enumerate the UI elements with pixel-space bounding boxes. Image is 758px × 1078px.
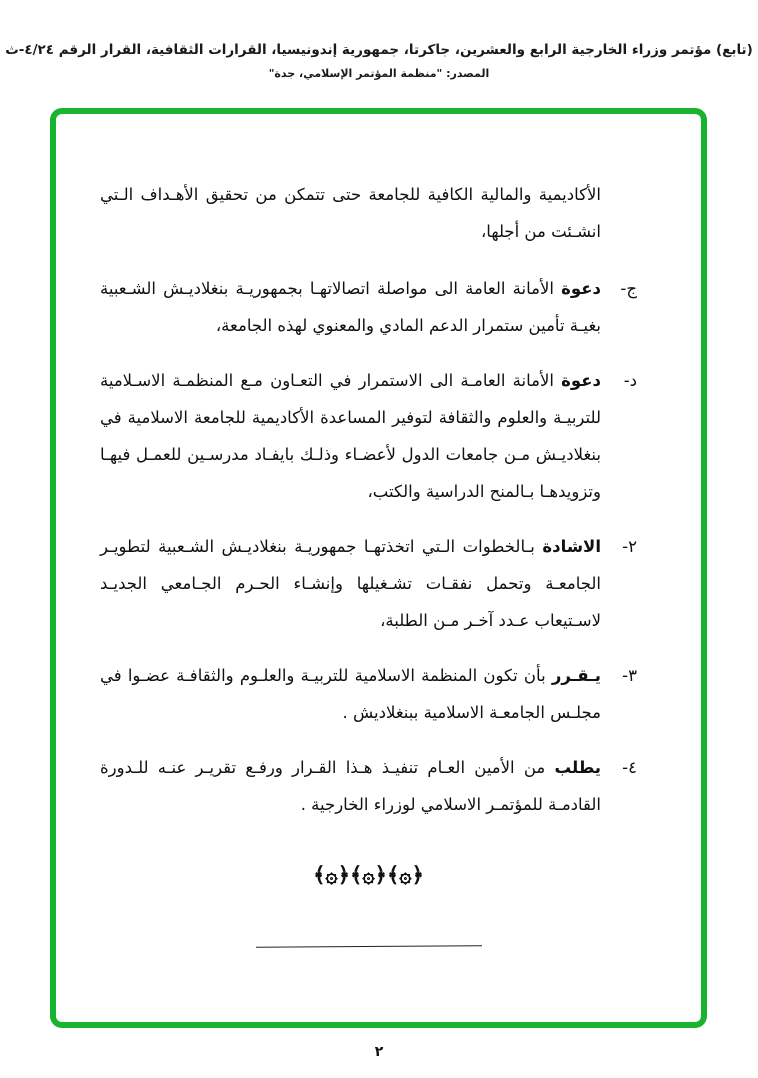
item-lead: يـقـرر xyxy=(551,666,601,685)
item-text: بـالخطوات الـتي اتخذتهـا جمهوريـة بنغلاديـش الشـعبية لتطويـر الجامعـة وتحمل نفقـات تشـغيلها وإنشـاء الحـرم الجـامعي الجديـد لاسـتيعاب عـدد آخـر مـن الطلبة، xyxy=(100,537,601,630)
item-lead: يطلب xyxy=(554,758,602,777)
item-text-block xyxy=(100,657,601,731)
item-marker: د- xyxy=(623,371,637,390)
item-lead: دعوة xyxy=(561,279,601,298)
item-lead: دعوة xyxy=(561,371,601,390)
document-body xyxy=(100,176,637,947)
signature-line xyxy=(255,945,481,948)
item-text: الأمانة العامـة الى الاستمرار في التعـاون مـع المنظمـة الاسـلامية للتربيـة والعلوم والثقافة لتوفير المساعدة الأكاديمية للجامعة الاسلامية في بنغلاديـش مـن جامعات الدول لأعضـاء وذلـك بايفـاد مدرسـين للعمـل فيهـا وتزويدهـا بـالمنح الدراسية والكتب، xyxy=(100,371,601,501)
header-line-1: (تابع) مؤتمر وزراء الخارجية الرابع والعشرين، جاكرتا، جمهورية إندونيسيا، القرارات الثقافية، القرار الرقم ٤/٢٤-ث xyxy=(5,42,753,58)
header-line-2: المصدر: "منظمة المؤتمر الإسلامي، جدة" xyxy=(268,67,490,80)
item-text-block xyxy=(100,749,601,823)
page-number: ٢ xyxy=(374,1044,384,1060)
ornament-divider: ﴿۞﴾﴿۞﴾﴿۞﴾ xyxy=(313,863,424,887)
item-text: بأن تكون المنظمة الاسلامية للتربيـة والعلـوم والثقافـة عضـوا في مجلـس الجامعـة الاسلامية ببنغلاديش . xyxy=(100,666,601,722)
list-item-jeem xyxy=(100,270,637,344)
list-item-dal xyxy=(100,362,637,510)
item-marker: ٢- xyxy=(622,537,637,556)
list-item-2 xyxy=(100,528,637,639)
continuation-paragraph: الأكاديمية والمالية الكافية للجامعة حتى تتمكن من تحقيق الأهـداف الـتي انشـئت من أجلها، xyxy=(100,185,601,241)
item-text-block xyxy=(100,528,601,639)
list-item-3 xyxy=(100,657,637,731)
item-text-block xyxy=(100,270,601,344)
item-lead: الاشادة xyxy=(542,537,601,556)
item-marker: ج- xyxy=(620,279,637,298)
item-text: من الأمين العـام تنفيـذ هـذا القـرار ورفـع تقريـر عنـه للـدورة القادمـة للمؤتمـر الاسلامي لوزراء الخارجية . xyxy=(100,758,601,814)
green-border-frame xyxy=(50,108,707,1028)
list-item-4 xyxy=(100,749,637,823)
item-text-block xyxy=(100,362,601,510)
document-header xyxy=(0,42,758,80)
item-marker: ٤- xyxy=(622,758,637,777)
item-marker: ٣- xyxy=(622,666,637,685)
item-text: الأمانة العامة الى مواصلة اتصالاتهـا بجمهوريـة بنغلاديـش الشـعبية بغيـة تأمين ستمرار الدعم المادي والمعنوي لهذه الجامعة، xyxy=(100,279,601,335)
